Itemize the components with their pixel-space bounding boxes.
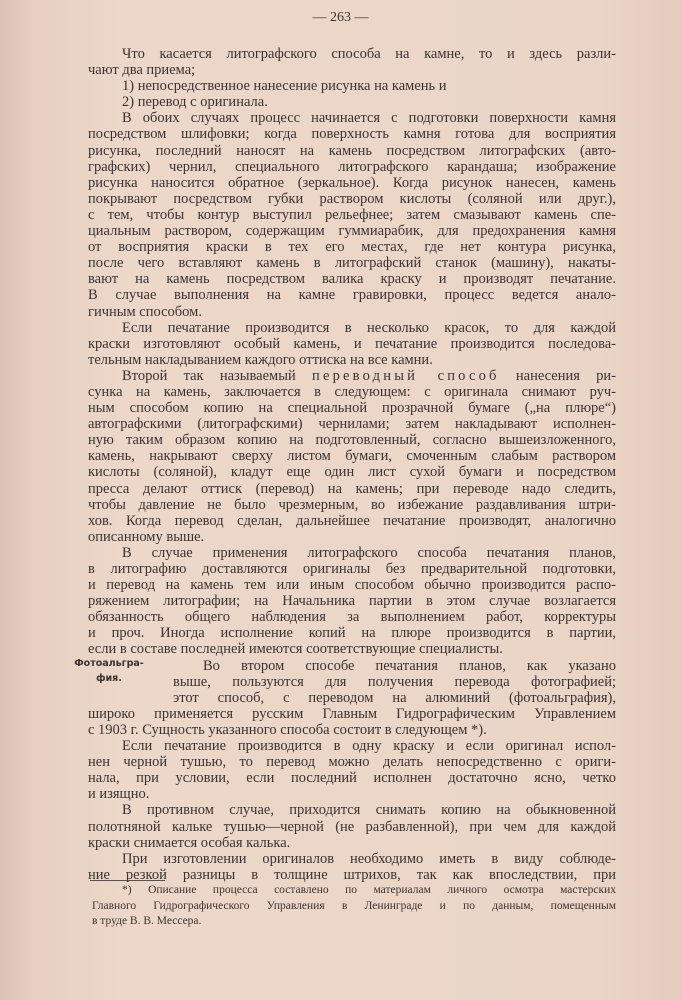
margin-note-line: Фотоальгра- — [74, 658, 144, 669]
text-line: чтобы давление не было чрезмерным, во избежание раздавливания штри- — [88, 496, 616, 513]
text-line: если в составе последней имеются соответствующие специалисты. — [88, 641, 503, 658]
text-line: рисунка, последний наносят на камень посредством литографских (авто- — [88, 142, 616, 159]
footnote-rule — [90, 880, 165, 881]
text-line: от восприятия краски в тех его местах, где нет контура рисунка, — [88, 239, 616, 256]
text-line: обязанность общего наблюдения за выполнением работ, корректуры — [88, 609, 616, 626]
paragraph — [88, 110, 616, 319]
text-line: тельным накладыванием каждого оттиска на все камни. — [88, 351, 433, 368]
text-line: В случае применения литографского способа печатания планов, — [122, 544, 616, 561]
margin-note — [68, 656, 150, 686]
text-line: циальным раствором, содержащим гуммиарабик, для предохранения камня — [88, 223, 616, 240]
text-line: камень, накрывают сверху листом бумаги, смоченным слабым раствором — [88, 448, 616, 465]
text-line: рисунка наносится обратное (зеркальное). Когда рисунок нанесен, камень — [88, 174, 616, 191]
paragraph — [88, 545, 616, 658]
text-line: вают на камень посредством валика краску и производят печатание. — [88, 271, 616, 288]
text-line: ным способом копию на специальной прозрачной бумаге („на плюре“) — [88, 400, 616, 417]
text-line: краски изготовляют особый камень, и печатание производится последова- — [88, 335, 616, 352]
text-line: ную таким образом копию на подготовленный, согласно вышеизложенного, — [88, 432, 616, 449]
paragraph — [88, 320, 616, 368]
text-line: краски снимается особая калька. — [88, 834, 291, 851]
text-line: пресса делают оттиск (перевод) на камень; при переводе надо следить, — [88, 480, 616, 497]
text-line: покрывают посредством губки раствором кислоты (соляной или друг.), — [88, 190, 616, 207]
text-line: Если печатание производится в одну краску и если оригинал испол- — [122, 738, 616, 755]
paragraph — [88, 94, 616, 110]
text-line — [88, 368, 616, 384]
text-line: в труде В. В. Мессера. — [92, 915, 202, 927]
paragraph — [88, 851, 616, 883]
footnote — [92, 883, 616, 930]
paragraph — [88, 46, 616, 78]
text-line: ние резкой разницы в толщине штрихов, так как впоследствии, при — [88, 866, 616, 883]
text-line: Что касается литографского способа на камне, то и здесь разли- — [122, 46, 616, 62]
paragraph — [88, 658, 616, 738]
paragraph — [88, 368, 616, 545]
emphasized-term: переводный способ — [312, 367, 500, 384]
text-line: посредством шлифовки; когда поверхность камня готова для восприятия — [88, 126, 616, 143]
text-line: после чего вставляют камень в литографский станок (машину), накаты- — [88, 255, 616, 272]
text-line: При изготовлении оригиналов необходимо иметь в виду соблюде- — [122, 850, 616, 867]
text-line: Во втором способе печатания планов, как указано — [203, 657, 616, 674]
text-line: описанному выше. — [88, 528, 205, 545]
text-line: В случае выполнения на камне гравировки, процесс ведется анало- — [88, 287, 616, 304]
page-number: — 263 — — [312, 10, 369, 25]
paragraph — [88, 738, 616, 802]
text-line: и проч. Иногда исполнение копий на плюре производится в партии, — [88, 625, 616, 642]
text-line: широко применяется русским Главным Гидрографическим Управлением — [88, 705, 616, 722]
text-line: сунка на камень, заключается в следующем: с оригинала снимают руч- — [88, 383, 616, 400]
text-line: графских) чернил, специального литографского карандаша; изображение — [88, 158, 616, 175]
text-line: в литографию доставляются оригиналы без предварительной подготовки, — [88, 561, 616, 577]
text-line: автографскими (литографскими) чернилами; затем накладывают исполнен- — [88, 416, 616, 433]
text-line: полотняной кальке тушью—черной (не разбавленной), при чем для каждой — [88, 818, 616, 835]
text-line: чают два приема; — [88, 62, 196, 79]
body-text — [88, 46, 616, 883]
text-line: В противном случае, приходится снимать копию на обыкновенной — [122, 802, 616, 819]
text-line: нен черной тушью, то перевод можно делать непосредственно с ориги- — [88, 754, 616, 771]
text-line: нала, при условии, если последний исполнен достаточно ясно, четко — [88, 770, 616, 787]
text-line: *) Описание процесса составлено по материалам личного осмотра мастерских — [122, 884, 616, 896]
text-line: В обоих случаях процесс начинается с подготовки поверхности камня — [122, 110, 616, 127]
text-line: 1) непосредственное нанесение рисунка на камень и — [122, 78, 447, 95]
text-line: кислоты (соляной), кладут еще один лист сухой бумаги и посредством — [88, 464, 616, 481]
text-line: ряжением литографии; на Начальника партии в этом случае возлагается — [88, 593, 616, 610]
text-segment: нанесения ри- — [499, 367, 616, 384]
text-line: Главного Гидрографического Управления в Ленинграде и по данным, помещенным — [92, 899, 616, 912]
text-line: 2) перевод с оригинала. — [122, 94, 268, 111]
text-line: с 1903 г. Сущность указанного способа состоит в следующем *). — [88, 721, 487, 738]
text-line: с тем, чтобы контур выступил рельефнее; затем смазывают камень спе- — [88, 206, 616, 223]
text-line: и перевод на камень тем или иным способом обычно производится распо- — [88, 577, 616, 594]
text-line: гичным способом. — [88, 303, 202, 320]
text-line: этот способ, с переводом на алюминий (фотоальграфия), — [173, 689, 616, 706]
text-line: и изящно. — [88, 786, 150, 803]
margin-note-line: фия. — [96, 673, 122, 684]
paragraph — [88, 802, 616, 850]
text-line: хов. Когда перевод сделан, дальнейшее печатание производят, аналогично — [88, 512, 616, 529]
text-segment: Второй так называемый — [122, 367, 312, 384]
paragraph — [88, 78, 616, 94]
text-line: Если печатание производится в несколько красок, то для каждой — [122, 319, 616, 336]
text-line: выше, пользуются для получения перевода фотографией; — [173, 673, 616, 690]
